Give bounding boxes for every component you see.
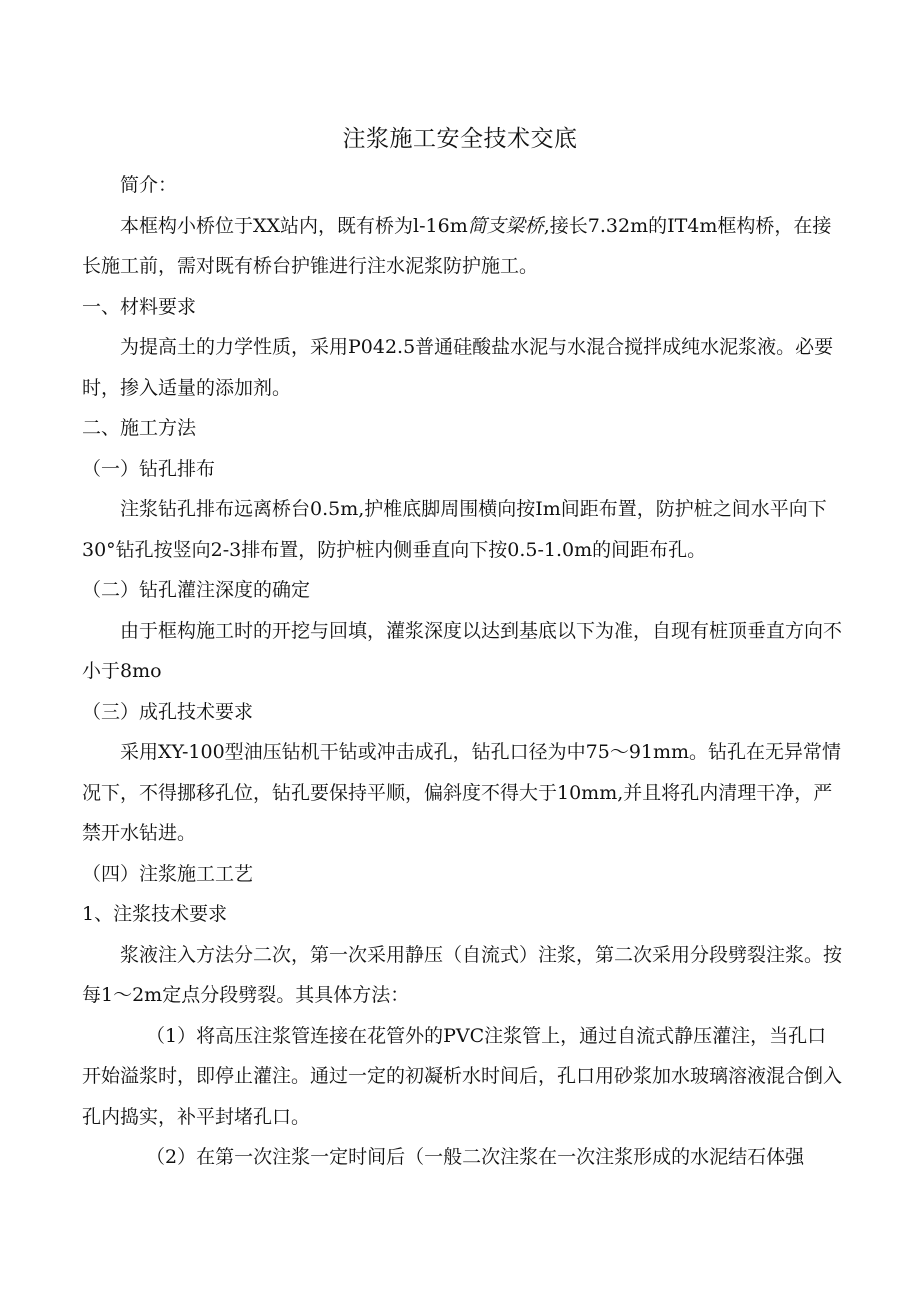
intro-text-end: ,接长7.32m的IT4m框构桥，在接长施工前，需对既有桥台护锥进行注水泥浆防护施工。 — [82, 214, 832, 277]
subsection-paragraph-drilling-layout: 注浆钻孔排布远离桥台0.5m,护椎底脚周围横向按Im间距布置，防护桩之间水平向下30°钻孔按竖向2-3排布置，防护桩内侧垂直向下按0.5-1.0m的间距布孔。 — [82, 498, 827, 561]
subsection-paragraph-depth: 由于框构施工时的开挖与回填，灌浆深度以达到基底以下为准，自现有桩顶垂直方向不小于8mo — [82, 619, 843, 682]
subsection-heading-depth: （二）钻孔灌注深度的确定 — [82, 579, 311, 601]
document-body — [82, 165, 842, 1178]
item-paragraph-grouting-requirements: 浆液注入方法分二次，第一次采用静压（自流式）注浆，第二次采用分段劈裂注浆。按每1～2m定点分段劈裂。其具体方法： — [82, 943, 843, 1006]
item-heading-grouting-requirements: 1、注浆技术要求 — [82, 903, 228, 925]
subsection-paragraph-hole-forming: 采用XY-100型油压钻机干钻或冲击成孔，钻孔口径为中75～91mm。钻孔在无异常情况下，不得挪移孔位，钻孔要保持平顺，偏斜度不得大于10mm,并且将孔内清理干净，严禁开水钻进。 — [82, 741, 842, 844]
intro-heading: 简介： — [120, 174, 178, 196]
subsection-heading-hole-forming: （三）成孔技术要求 — [82, 700, 254, 723]
step-paragraph-2: （2）在第一次注浆一定时间后（一般二次注浆在一次注浆形成的水泥结石体强 — [146, 1146, 805, 1168]
step-paragraph-1: （1）将高压注浆管连接在花管外的PVC注浆管上，通过自流式静压灌注，当孔口开始溢浆时，即停止灌注。通过一定的初凝析水时间后，孔口用砂浆加水玻璃溶液混合倒入孔内捣实，补平封堵孔口。 — [82, 1024, 843, 1128]
subsection-heading-drilling-layout: （一）钻孔排布 — [82, 457, 216, 480]
intro-text-italic: 简支梁桥 — [467, 214, 544, 237]
subsection-heading-grouting-process: （四）注浆施工工艺 — [82, 862, 254, 885]
intro-paragraph — [82, 206, 842, 287]
section-heading-methods: 二、施工方法 — [82, 417, 197, 439]
section-paragraph-materials: 为提高土的力学性质，采用P042.5普通硅酸盐水泥与水混合搅拌成纯水泥浆液。必要时，掺入适量的添加剂。 — [82, 336, 834, 399]
intro-text-start: 本框构小桥位于XX站内，既有桥为l-16m — [120, 214, 468, 237]
document-title: 注浆施工安全技术交底 — [342, 126, 578, 152]
section-heading-materials: 一、材料要求 — [82, 295, 197, 318]
